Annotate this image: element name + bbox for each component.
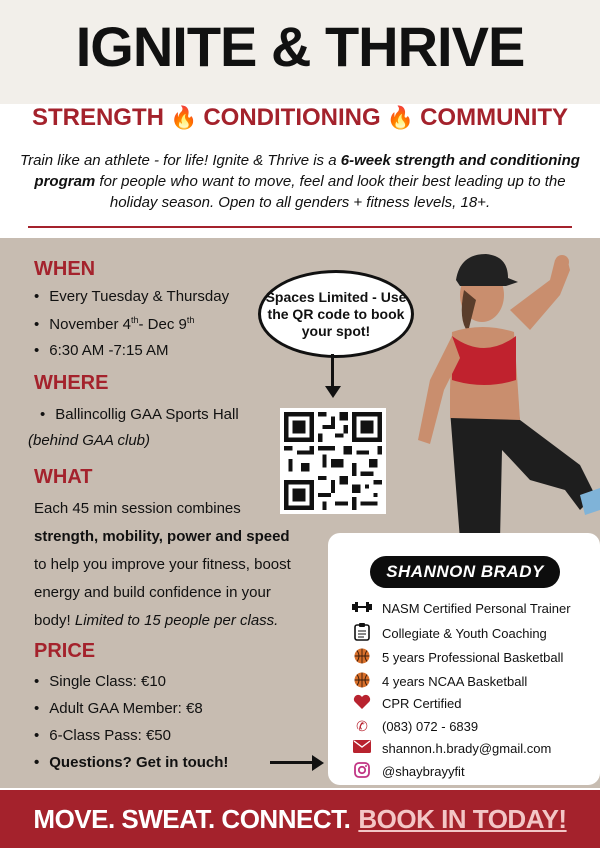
phone-icon: ✆ [356, 718, 368, 734]
credential-item [352, 672, 527, 691]
contact-item [352, 740, 551, 756]
price-item-text: 6-Class Pass: €50 [49, 727, 171, 744]
intro-text-bold: 6-week strength and conditioning program [34, 152, 580, 190]
dumbbell-icon [352, 600, 372, 616]
price-heading: PRICE [34, 640, 96, 662]
what-line-4 [34, 612, 278, 629]
when-dates-sup2: th [186, 315, 195, 325]
what-line-4-text: body! [34, 612, 71, 629]
qr-code[interactable] [280, 408, 386, 514]
what-line-bold: strength, mobility, power and speed [34, 528, 290, 545]
what-line-1: Each 45 min session combines [34, 500, 241, 517]
instagram-icon [352, 762, 372, 781]
trainer-name: SHANNON BRADY [370, 556, 560, 588]
price-item [34, 700, 203, 717]
credential-text: NASM Certified Personal Trainer [382, 600, 571, 616]
arrow-down-icon [331, 354, 334, 390]
credential-text: CPR Certified [382, 696, 462, 711]
footer-slogan: MOVE. SWEAT. CONNECT. [33, 803, 351, 834]
tag-strength: STRENGTH [31, 104, 164, 131]
intro-text-2: for people who want to move, feel and look their best leading up to the holiday season. Open to all genders + fitness levels, 18+. [95, 173, 566, 211]
when-time [34, 342, 169, 359]
clipboard-icon [352, 623, 372, 644]
contact-item [352, 762, 465, 781]
arrow-right-icon [270, 761, 316, 764]
when-dates-end: - Dec 9 [138, 316, 187, 333]
page-title: IGNITE & THRIVE [75, 15, 525, 78]
what-line-3: energy and build confidence in your [34, 584, 271, 601]
what-line-4-italic: Limited to 15 people per class. [70, 612, 279, 629]
price-item [34, 673, 166, 690]
heart-icon [352, 694, 372, 713]
credential-text: 4 years NCAA Basketball [382, 674, 528, 689]
price-item-text: Single Class: €10 [49, 673, 166, 690]
what-line-2: to help you improve your fitness, boost [34, 556, 291, 573]
book-link[interactable]: BOOK IN TODAY! [358, 803, 567, 834]
speech-bubble: Spaces Limited - Use the QR code to book your spot! [258, 270, 414, 358]
price-item [34, 727, 171, 744]
instagram-handle[interactable]: @shaybrayyfit [382, 764, 465, 779]
email-address[interactable]: shannon.h.brady@gmail.com [382, 740, 552, 756]
when-days [34, 288, 229, 305]
fire-icon: 🔥 [386, 105, 415, 130]
where-heading: WHERE [34, 372, 109, 394]
footer-banner [0, 790, 600, 848]
arrow-right-head [312, 755, 324, 771]
where-venue-text: Ballincollig GAA Sports Hall [55, 406, 239, 423]
when-dates-sup1: th [130, 315, 139, 325]
tagline-row [0, 104, 600, 132]
arrow-down-head [325, 386, 341, 398]
where-venue [40, 406, 239, 423]
contact-prompt [34, 754, 228, 771]
fire-icon: 🔥 [169, 105, 198, 130]
intro-text-1: Train like an athlete - for life! Ignite & Thrive is a [20, 152, 341, 169]
credential-text: 5 years Professional Basketball [382, 650, 564, 665]
when-heading: WHEN [34, 258, 96, 280]
when-dates [34, 315, 194, 333]
basketball-icon [352, 648, 372, 667]
credential-item [352, 694, 461, 713]
email-icon [352, 740, 372, 756]
credential-item [352, 623, 547, 644]
tag-community: COMMUNITY [420, 104, 569, 131]
where-note: (behind GAA club) [28, 432, 151, 449]
contact-item [352, 718, 478, 735]
credential-text: Collegiate & Youth Coaching [382, 626, 547, 641]
credential-item [352, 648, 563, 667]
phone-number[interactable]: (083) 072 - 6839 [382, 719, 479, 734]
credential-item [352, 600, 571, 616]
what-heading: WHAT [34, 466, 93, 488]
tag-conditioning: CONDITIONING [203, 104, 381, 131]
when-days-text: Every Tuesday & Thursday [49, 288, 230, 305]
when-dates-start: November 4 [49, 316, 131, 333]
header-divider [28, 226, 572, 228]
contact-prompt-text: Questions? Get in touch! [49, 754, 229, 771]
intro-paragraph [18, 150, 582, 213]
price-item-text: Adult GAA Member: €8 [49, 700, 203, 717]
when-time-text: 6:30 AM -7:15 AM [49, 342, 169, 359]
basketball-icon [352, 672, 372, 691]
trainer-photo [390, 240, 600, 540]
